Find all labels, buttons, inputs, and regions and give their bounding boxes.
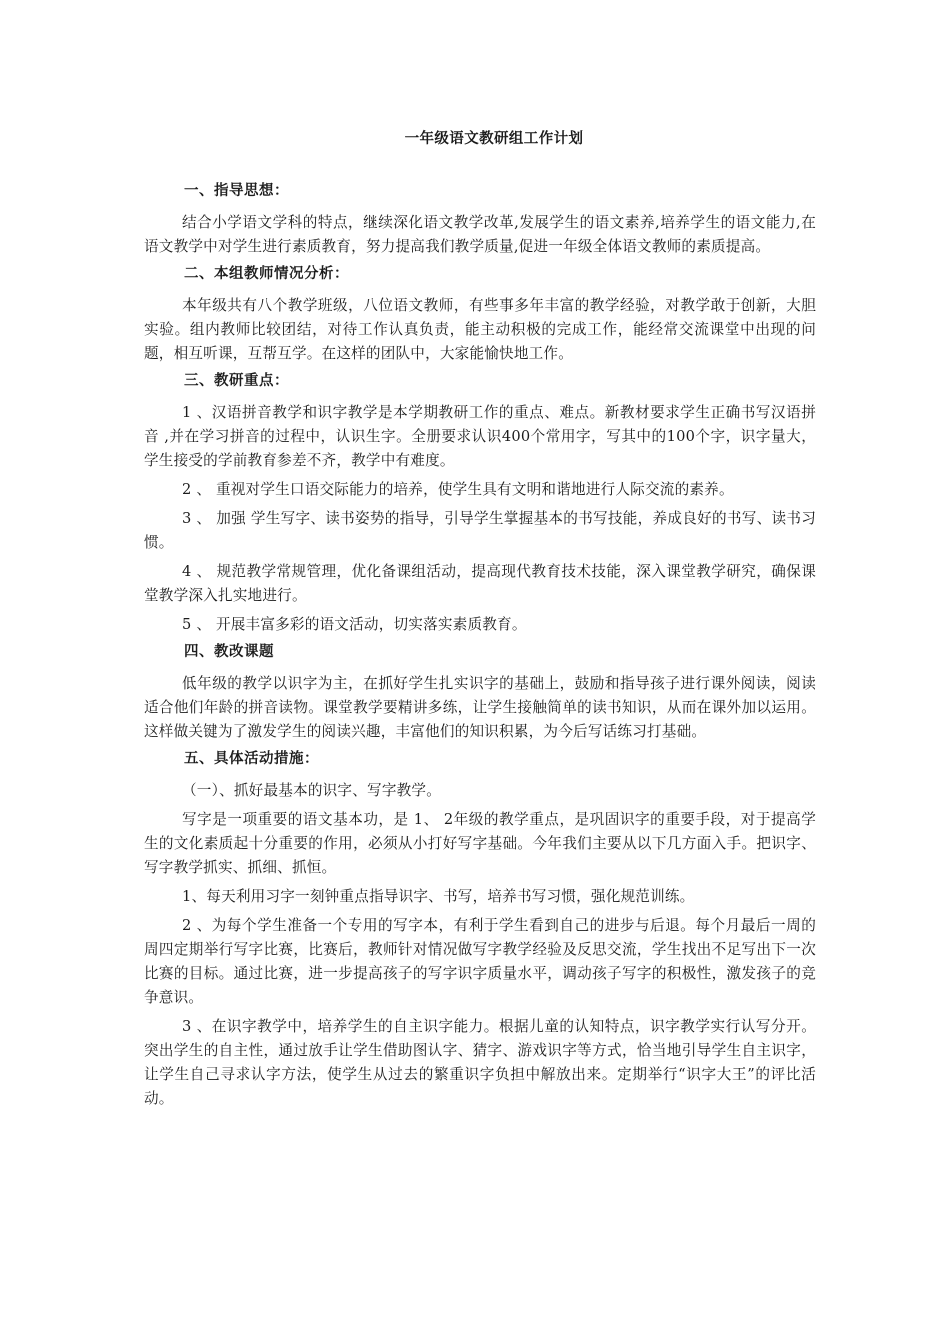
section-reform-topic (144, 642, 816, 744)
list-item: 4 、 规范教学常规管理，优化备课组活动，提高现代教育技术技能，深入课堂教学研究，确保课堂教学深入扎实地进行。 (144, 563, 816, 604)
section-heading: 五、具体活动措施： (184, 751, 319, 767)
list-item: 3 、在识字教学中，培养学生的自主识字能力。根据儿童的认知特点，识字教学实行认写分开。突出学生的自主性，通过放手让学生借助图认字、猜字、游戏识字等方式，恰当地引导学生自主识字，让学生自己寻求认字方法，使学生从过去的繁重识字负担中解放出来。定期举行“识字大王”的评比活动。 (144, 1018, 816, 1107)
document-title: 一年级语文教研组工作计划 (404, 131, 584, 147)
paragraph: 结合小学语文学科的特点，继续深化语文教学改革,发展学生的语文素养,培养学生的语文能力,在语文教学中对学生进行素质教育，努力提高我们教学质量,促进一年级全体语文教师的素质提高。 (144, 214, 816, 255)
section-teacher-analysis (144, 264, 816, 366)
paragraph: 本年级共有八个教学班级，八位语文教师，有些事多年丰富的教学经验，对教学敢于创新，大胆实验。组内教师比较团结，对待工作认真负责，能主动积极的完成工作，能经常交流课堂中出现的问题，相互听课，互帮互学。在这样的团队中，大家能愉快地工作。 (144, 297, 816, 362)
subheading: （一）、抓好最基本的识字、写字教学。 (182, 782, 441, 799)
list-item: 2 、为每个学生准备一个专用的写字本，有利于学生看到自己的进步与后退。每个月最后一周的周四定期举行写字比赛，比赛后，教师针对情况做写字教学经验及反思交流，学生找出不足写出下一次比赛的目标。通过比赛，进一步提高孩子的写字识字质量水平，调动孩子写字的积极性，激发孩子的竞争意识。 (144, 917, 816, 1006)
paragraph: 低年级的教学以识字为主，在抓好学生扎实识字的基础上，鼓励和指导孩子进行课外阅读，阅读适合他们年龄的拼音读物。课堂教学要精讲多练，让学生接触简单的读书知识，从而在课外加以运用。这样做关键为了激发学生的阅读兴趣，丰富他们的知识积累，为今后写话练习打基础。 (144, 675, 816, 740)
paragraph: 写字是一项重要的语文基本功，是 1、 2年级的教学重点，是巩固识字的重要手段，对于提高学生的文化素质起十分重要的作用，必须从小打好写字基础。今年我们主要从以下几方面入手。把识字、写字教学抓实、抓细、抓恒。 (144, 811, 816, 876)
list-item: 3 、 加强 学生写字、读书姿势的指导，引导学生掌握基本的书写技能，养成良好的书写、读书习惯。 (144, 510, 816, 551)
list-item: 1 、汉语拼音教学和识字教学是本学期教研工作的重点、难点。新教材要求学生正确书写汉语拼音 ,并在学习拼音的过程中，认识生字。全册要求认识400个常用字，写其中的100个字，识字量大，学生接受的学前教育参差不齐，教学中有难度。 (144, 404, 816, 469)
section-heading: 三、教研重点： (184, 373, 289, 389)
list-item: 1、每天利用习字一刻钟重点指导识字、书写，培养书写习惯，强化规范训练。 (182, 888, 695, 905)
section-heading: 二、本组教师情况分析： (184, 266, 349, 282)
section-heading: 四、教改课题 (184, 644, 274, 660)
document-body (144, 181, 816, 1116)
section-guiding-ideology (144, 181, 816, 259)
section-heading: 一、指导思想： (184, 183, 289, 199)
list-item: 5 、 开展丰富多彩的语文活动，切实落实素质教育。 (182, 616, 527, 633)
section-activities (144, 749, 816, 1111)
list-item: 2 、 重视对学生口语交际能力的培养，使学生具有文明和谐地进行人际交流的素养。 (182, 481, 734, 498)
section-research-focus (144, 371, 816, 637)
